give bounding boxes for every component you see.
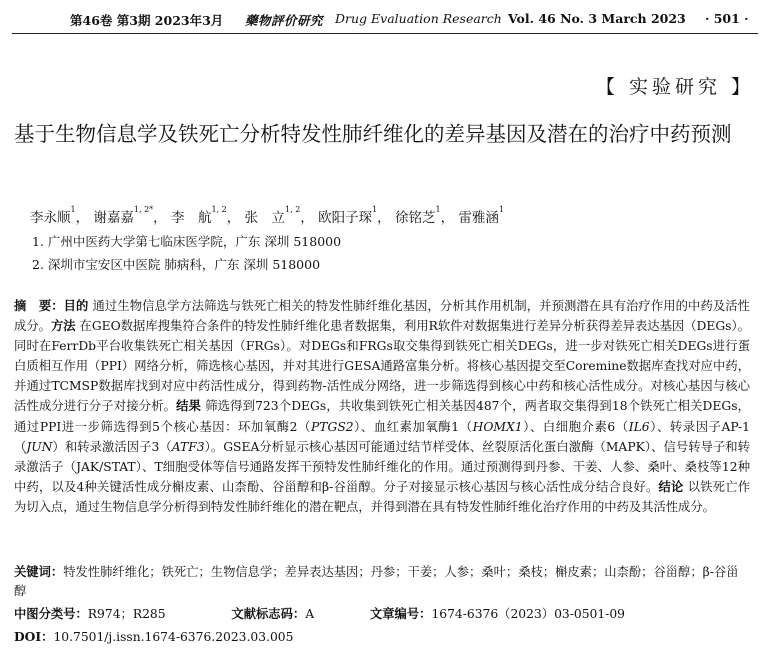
journal-logo: 藥物評价研究 [245,13,324,28]
conclusion-label: 结论 [658,478,684,494]
author-affil-mark: 1 [372,205,378,214]
keywords-label: 关键词： [14,564,64,579]
author-name: 李永顺 [30,210,71,226]
author-affil-mark: 1, 2 [285,205,301,214]
running-header [0,0,770,36]
abstract [14,296,750,517]
conclusion-text: 以铁死亡作为切入点，通过生物信息学分析得到特发性肺纤维化的潜在靶点，并得到潜在具有特发性肺纤维化治疗作用的中药及其活性成分。 [14,479,750,514]
volume-info: Vol. 46 No. 3 March 2023 [508,11,686,26]
method-text: 在GEO数据库搜集符合条件的特发性肺纤维化患者数据集，利用R软件对数据集进行差异分析获得差异表达基因（DEGs）。同时在FerrDb平台收集铁死亡相关基因（FRGs）。对DEGs和FRGs取交集得到铁死亡相关DEGs，进一步对铁死亡相关DEGs进行蛋白质相互作用（PPI）网络分析，筛选核心基因，并对其进行GESA通路富集分析。将核心基因提交至Coremine数据库查找对应中药，并通过TCMSP数据库找到对应中药活性成分，得到药物-活性成分网络，进一步筛选得到核心中药和核心活性成分。对核心基因与核心活性成分进行分子对接分析。 [14,319,750,414]
header-rule [12,33,758,34]
result-text: ）和转录激活因子3（ [52,439,172,454]
doi-line [14,627,293,645]
author-affil-mark: 1 [435,205,441,214]
keywords-text: 特发性肺纤维化；铁死亡；生物信息学；差异表达基因；丹参；干姜；人参；桑叶；桑枝；槲皮素；山柰酚；谷甾醇；β-谷甾醇 [14,565,739,598]
gene-symbol: ATF3 [171,439,205,454]
affiliation-1: 1. 广州中医药大学第七临床医学院，广东 深圳 518000 [32,234,342,249]
journal-english-name: Drug Evaluation Research [335,11,502,26]
author-name: 李 航 [170,210,212,226]
result-text: ）、血红素加氧酶1（ [353,419,473,434]
gene-symbol: HOMX1 [472,419,523,434]
author-name: 张 立 [244,210,286,226]
clc-label: 中图分类号： [14,606,88,621]
author-name: 雷雅涵 [458,210,499,226]
author-affil-mark: 1, 2* [133,205,154,214]
affiliation-2: 2. 深圳市宝安区中医院 肺病科，广东 深圳 518000 [32,257,321,272]
result-text: 筛选得到723个DEGs，共收集到铁死亡相关基因487个，两者取交集得到18个铁死亡相关DEGs，通过PPI进一步筛选得到5个核心基因：环加氧酶2（ [14,399,750,434]
author-name: 徐铭芝 [394,210,436,226]
author-affil-mark: 1, 2 [211,205,227,214]
doc-code-value: A [305,607,315,621]
clc-value: R974；R285 [87,607,166,621]
author-name: 谢嘉嘉 [93,210,134,226]
gene-symbol: IL6 [628,419,650,434]
purpose-text: 通过生物信息学方法筛选与铁死亡相关的特发性肺纤维化基因，分析其作用机制，并预测潜在具有治疗作用的中药及活性成分。 [14,299,750,334]
author-name: 欧阳子琛 [318,210,373,226]
doi-value: 10.7501/j.issn.1674-6376.2023.03.005 [53,630,294,644]
keywords [14,563,750,600]
abstract-label: 摘 要： [14,298,64,313]
gene-symbol: PTGS2 [311,419,354,434]
result-text: ）。GSEA分析显示核心基因可能通过结节样受体、丝裂原活化蛋白激酶（MAPK）、信号转导子和转录激活子（JAK/STAT）、T细胞受体等信号通路发挥干预特发性肺纤维化的作用。通过预测得到丹参、干姜、人参、桑叶、桑枝等12种中药，以及4种关键活性成分槲皮素、山柰酚、谷甾醇和β-谷甾醇。分子对接显示核心基因与核心活性成分结合良好。 [14,439,750,494]
article-number-label: 文章编号： [369,606,432,621]
doc-code-label: 文献标志码： [231,606,306,621]
doi-label: DOI： [14,629,54,644]
section-tag: 【 实验研究 】 [595,76,754,98]
author-affil-mark: 1 [70,205,76,214]
result-text: ）、白细胞介素6（ [522,419,629,434]
gene-symbol: JUN [26,439,53,454]
author-list: 李永顺$^1$， 谢嘉嘉$^{1, 2*}$， 李 航$^{1, 2}$， 张 立$^{1, 2}$， 欧阳子琛$^1$， 徐铭芝$^1$， 雷雅涵$^1$ [30,205,504,226]
result-label: 结果 [176,398,202,414]
classification-line [14,604,754,622]
method-label: 方法 [50,318,76,334]
purpose-label: 目的 [63,298,89,313]
article-number-value: 1674-6376（2023）03-0501-09 [431,607,625,621]
paper-title: 基于生物信息学及铁死亡分析特发性肺纤维化的差异基因及潜在的治疗中药预测 [14,122,732,146]
issue-info: 第46卷 第3期 2023年3月 [70,13,224,28]
author-affil-mark: 1 [498,205,504,214]
result-text: ）、转录因子AP-1（ [14,419,750,454]
page-number: · 501 · [705,11,749,26]
